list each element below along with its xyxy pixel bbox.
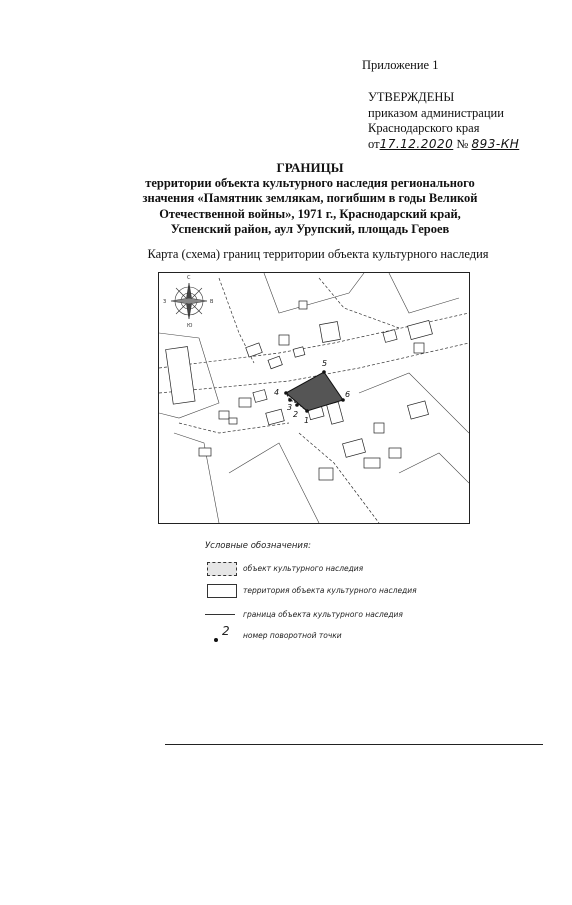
turning-point-5 [322,370,326,374]
map-caption: Карта (схема) границ территории объекта культурного наследия [147,247,489,261]
approved-line-3: Краснодарского края [368,121,480,135]
compass-west-label: З [163,299,167,305]
title-line-4: Успенский район, аул Урупский, площадь Героев [170,222,450,236]
title-line-1: территории объекта культурного наследия регионального [145,175,475,190]
handwritten-date: 17.12.2020 [379,136,454,151]
turning-point-3 [288,398,292,402]
point-label-4: 4 [274,388,280,397]
turning-point-2 [295,403,299,407]
title-line-2: значения «Памятник землякам, погибшим в годы Великой [142,191,478,205]
approval-block [368,90,519,152]
legend-point-number: 2 [222,624,230,638]
legend-boundary-line [205,614,235,615]
point-label-1: 1 [304,416,310,425]
compass-rose-icon [171,283,207,319]
site-map [158,272,470,524]
legend-turning-point-label: номер поворотной точки [243,631,342,640]
approved-line-1: УТВЕРЖДЕНЫ [368,90,455,104]
legend-territory-label: территория объекта культурного наследия [243,586,417,595]
bottom-rule [165,744,543,745]
map-drawing [159,273,469,523]
document-title [120,160,500,238]
turning-point-1 [305,409,309,413]
point-label-6: 6 [345,390,351,399]
approved-line-2: приказом администрации [368,105,504,120]
legend-boundary-label: граница объекта культурного наследия [243,610,403,619]
legend-territory-swatch [207,584,237,598]
point-label-3: 3 [287,403,293,412]
appendix-label: Приложение 1 [362,58,439,72]
legend-title: Условные обозначения: [205,541,311,551]
legend-heritage-object-swatch [207,562,237,576]
approval-date-number [368,137,519,153]
compass-north-label: С [187,275,191,281]
title-heading: ГРАНИЦЫ [276,160,344,175]
title-line-3: Отечественной войны», 1971 г., Краснодарский край, [159,206,461,221]
turning-point-4 [284,391,288,395]
legend-turning-point-dot [214,638,218,642]
compass-south-label: Ю [187,323,193,329]
point-label-2: 2 [293,410,299,419]
date-prefix: от [368,136,380,151]
number-prefix: № [456,136,469,151]
compass-east-label: В [210,299,214,305]
legend-heritage-object-label: объект культурного наследия [243,564,364,573]
point-label-5: 5 [322,359,328,368]
handwritten-number: 893-КН [471,136,520,151]
